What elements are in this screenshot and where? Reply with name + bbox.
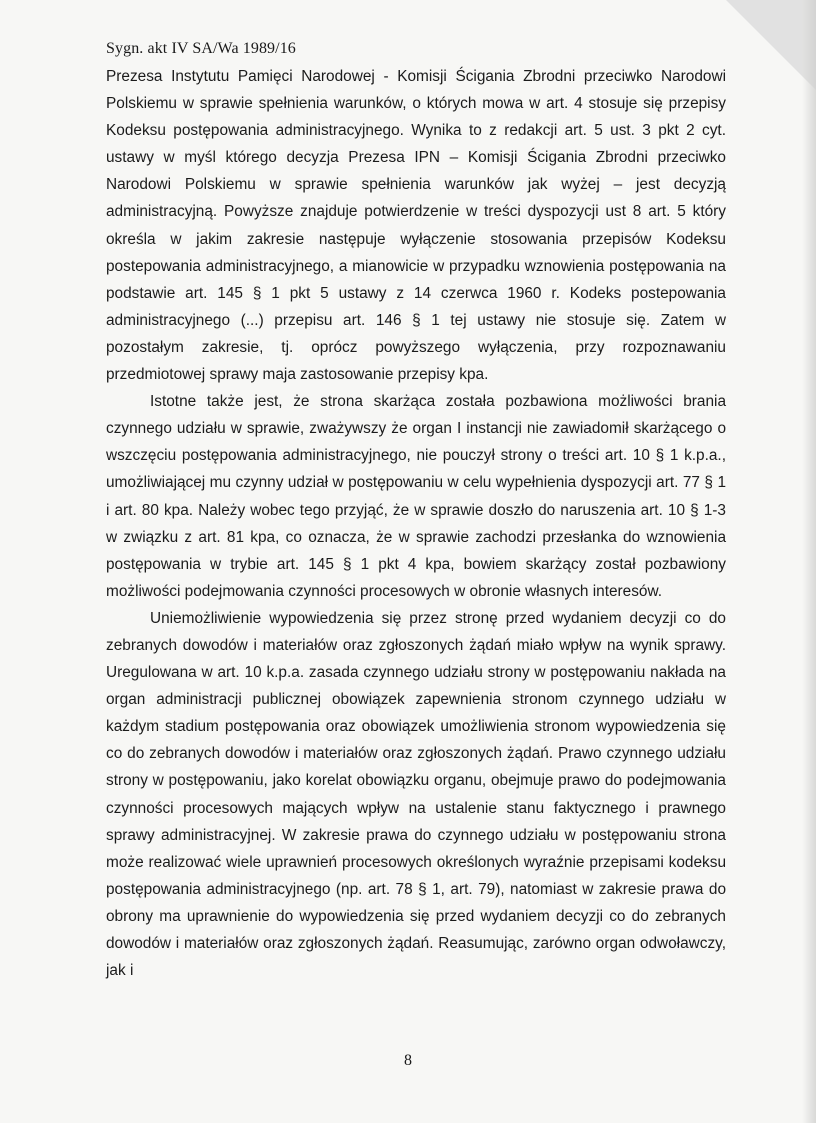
page-edge-shadow [802,0,816,1123]
paragraph-2: Istotne także jest, że strona skarżąca została pozbawiona możliwości brania czynnego udziału w sprawie, zważywszy że organ I instancji nie zawiadomił skarżącego o wszczęciu postępowania administracyjnego, nie pouczył strony o treści art. 10 § 1 k.p.a., umożliwiającej mu czynny udział w postępowaniu w celu wypełnienia dyspozycji art. 77 § 1 i art. 80 kpa. Należy wobec tego przyjąć, że w sprawie doszło do naruszenia art. 10 § 1-3 w związku z art. 81 kpa, co oznacza, że w sprawie zachodzi przesłanka do wznowienia postępowania w trybie art. 145 § 1 pkt 4 kpa, bowiem skarżący został pozbawiony możliwości podejmowania czynności procesowych w obronie własnych interesów. [106,393,726,600]
folded-corner [726,0,816,90]
page-number: 8 [404,1052,412,1069]
paragraph-3: Uniemożliwienie wypowiedzenia się przez stronę przed wydaniem decyzji co do zebranych dowodów i materiałów oraz zgłoszonych żądań miało wpływ na wynik sprawy. Uregulowana w art. 10 k.p.a. zasada czynnego udziału strony w postępowaniu nakłada na organ administracji publicznej obowiązek zapewnienia stronom czynnego udziału w każdym stadium postępowania oraz obowiązek umożliwienia stronom wypowiedzenia się co do zebranych dowodów i materiałów oraz zgłoszonych żądań. Prawo czynnego udziału strony w postępowaniu, jako korelat obowiązku organu, obejmuje prawo do podejmowania czynności procesowych mających wpływ na ustalenie stanu faktycznego i prawnego sprawy administracyjnej. W zakresie prawa do czynnego udziału w postępowaniu strona może realizować wiele uprawnień procesowych określonych wyraźnie przepisami kodeksu postępowania administracyjnego (np. art. 78 § 1, art. 79), natomiast w zakresie prawa do obrony ma uprawnienie do wypowiedzenia się przed wydaniem decyzji co do zebranych dowodów i materiałów oraz zgłoszonych żądań. Reasumując, zarówno organ odwoławczy, jak i [106,609,726,980]
case-signature: Sygn. akt IV SA/Wa 1989/16 [106,40,296,57]
paragraph-1: Prezesa Instytutu Pamięci Narodowej - Komisji Ścigania Zbrodni przeciwko Narodowi Polskiemu w sprawie spełnienia warunków, o których mowa w art. 4 stosuje się przepisy Kodeksu postępowania administracyjnego. Wynika to z redakcji art. 5 ust. 3 pkt 2 cyt. ustawy w myśl którego decyzja Prezesa IPN – Komisji Ścigania Zbrodni przeciwko Narodowi Polskiemu w sprawie spełnienia warunków jak wyżej – jest decyzją administracyjną. Powyższe znajduje potwierdzenie w treści dyspozycji ust 8 art. 5 który określa w jakim zakresie następuje wyłączenie stosowania przepisów Kodeksu postepowania administracyjnego, a mianowicie w przypadku wznowienia postępowania na podstawie art. 145 § 1 pkt 5 ustawy z 14 czerwca 1960 r. Kodeks postepowania administracyjnego (...) przepisu art. 146 § 1 tej ustawy nie stosuje się. Zatem w pozostałym zakresie, tj. oprócz powyższego wyłączenia, przy rozpoznawaniu przedmiotowej sprawy maja zastosowanie przepisy kpa. [106,68,726,384]
document-body [106,63,726,984]
